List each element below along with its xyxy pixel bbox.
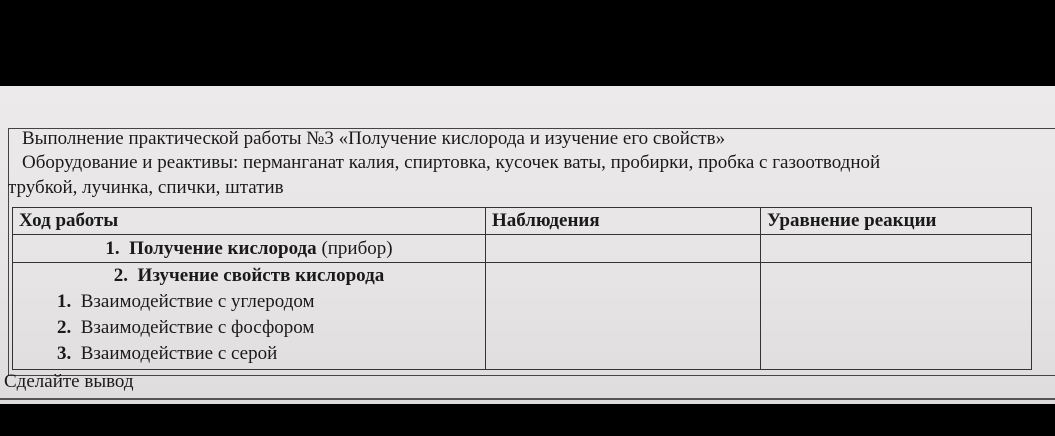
procedure-step-2 [13, 263, 486, 370]
header-observations: Наблюдения [486, 208, 761, 235]
item-number: 2. [57, 317, 72, 338]
equation-cell [761, 263, 1032, 370]
equipment-line-1: Оборудование и реактивы: перманганат калия, спиртовка, кусочек ваты, пробирки, пробка с газоотводной [22, 152, 881, 173]
item-text: Взаимодействие с фосфором [80, 317, 315, 338]
step-note: (прибор) [316, 238, 393, 259]
work-table [12, 207, 1032, 370]
list-item [19, 315, 479, 341]
list-item [19, 341, 479, 367]
divider [0, 398, 1055, 400]
observation-cell [486, 235, 761, 263]
step-heading [19, 263, 479, 289]
step-number: 1. [105, 238, 120, 259]
equipment-line-2: трубкой, лучинка, спички, штатив [8, 177, 284, 198]
item-text: Взаимодействие с серой [80, 343, 278, 364]
equation-cell [761, 235, 1032, 263]
step-title: Получение кислорода [129, 238, 317, 259]
observation-cell [486, 263, 761, 370]
worksheet-page [0, 86, 1055, 404]
item-number: 3. [57, 343, 72, 364]
step-number: 2. [113, 265, 129, 286]
step-title: Изучение свойств кислорода [137, 265, 385, 286]
conclusion-prompt: Сделайте вывод [4, 371, 134, 392]
table-header-row [13, 208, 1032, 235]
list-item [19, 289, 479, 315]
procedure-step-1 [13, 235, 486, 263]
table-row [13, 263, 1032, 370]
item-number: 1. [57, 291, 72, 312]
worksheet-title: Выполнение практической работы №3 «Получение кислорода и изучение его свойств» [22, 128, 726, 149]
header-procedure: Ход работы [13, 208, 486, 235]
item-text: Взаимодействие с углеродом [80, 291, 315, 312]
header-equation: Уравнение реакции [761, 208, 1032, 235]
table-row [13, 235, 1032, 263]
